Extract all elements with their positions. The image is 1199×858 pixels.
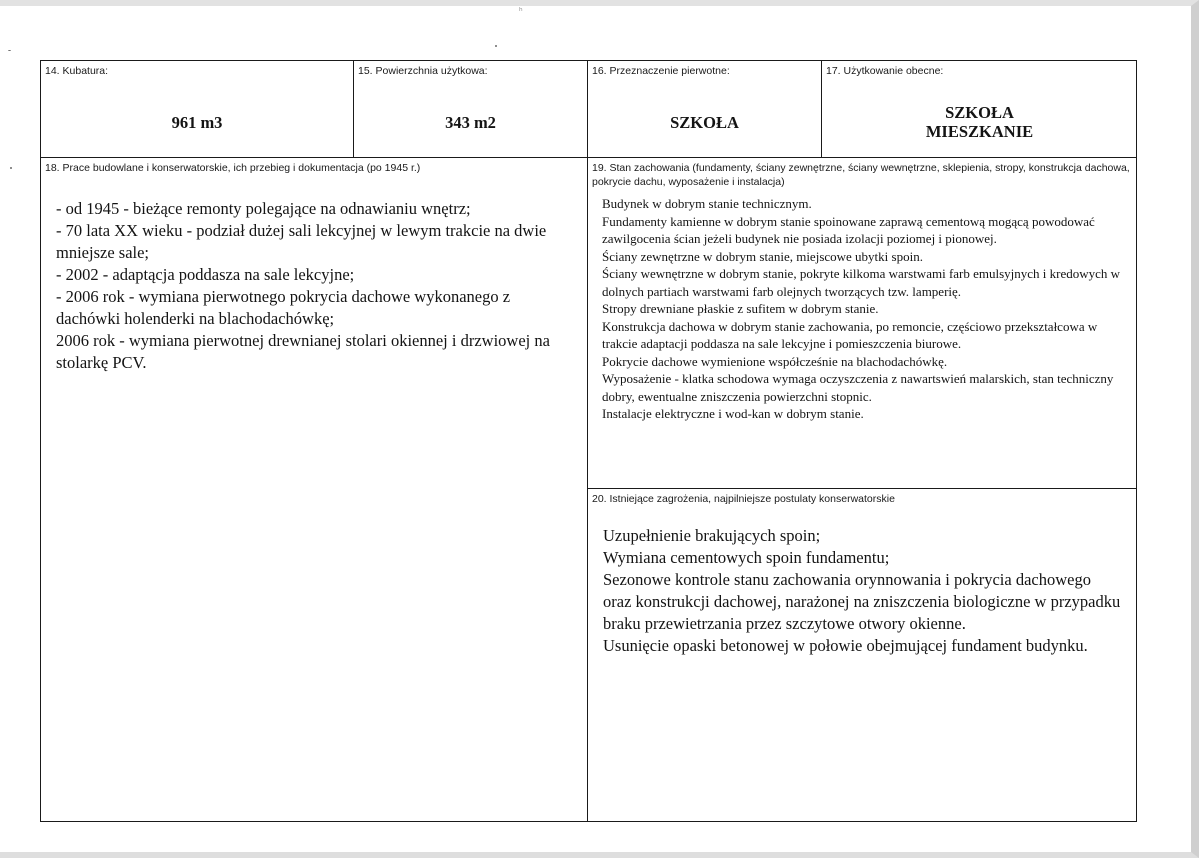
uzytkowanie-value bbox=[822, 103, 1137, 141]
cell-label: 17. Użytkowanie obecne: bbox=[826, 65, 944, 77]
list-item: Sezonowe kontrole stanu zachowania orynnowania i pokrycia dachowego oraz konstrukcji dachowej, narażonej na zniszczenia biologiczne w przypadku braku przewietrzania przez szczytowe otwory okienne. bbox=[603, 570, 1121, 633]
cell-przeznaczenie bbox=[588, 61, 822, 158]
prace-list bbox=[56, 198, 576, 374]
list-item: - 2006 rok - wymiana pierwotnego pokrycia dachowe wykonanego z dachówki holenderki na blachodachówkę; bbox=[56, 287, 511, 328]
przeznaczenie-value: SZKOŁA bbox=[670, 113, 739, 132]
cell-stan-zachowania bbox=[588, 158, 1137, 489]
list-item: Uzupełnienie brakujących spoin; bbox=[603, 526, 821, 545]
list-item: Instalacje elektryczne i wod-kan w dobrym stanie. bbox=[602, 406, 864, 421]
cell-label: 19. Stan zachowania (fundamenty, ściany zewnętrzne, ściany wewnętrzne, sklepienia, stropy, konstrukcja dachowa, pokrycie dachu, wyposażenie i instalacja) bbox=[592, 162, 1130, 188]
list-item: 2006 rok - wymiana pierwotnej drewnianej stolari okiennej i drzwiowej na stolarkę PCV. bbox=[56, 331, 550, 372]
list-item: Konstrukcja dachowa w dobrym stanie zachowania, po remoncie, częściowo przekształcowa w trakcie adaptacji poddasza na sale lekcyjne i pomieszczenia biurowe. bbox=[602, 318, 1098, 351]
list-item: - 2002 - adaptącja poddasza na sale lekcyjne; bbox=[56, 265, 355, 284]
scan-dust-speck bbox=[8, 50, 11, 51]
cell-uzytkowanie bbox=[822, 61, 1137, 158]
powierzchnia-value: 343 m2 bbox=[445, 113, 496, 132]
scan-artifact-mark: ʰ bbox=[519, 7, 523, 17]
list-item: - 70 lata XX wieku - podział dużej sali lekcyjnej w lewym trakcie na dwie mniejsze sale; bbox=[56, 221, 547, 262]
cell-powierzchnia bbox=[354, 61, 588, 158]
scan-dust-speck bbox=[10, 167, 12, 169]
cell-zagrozenia bbox=[588, 489, 1137, 822]
list-item: Stropy drewniane płaskie z sufitem w dobrym stanie. bbox=[602, 301, 879, 316]
heritage-record-card bbox=[40, 60, 1137, 822]
zagrozenia-list bbox=[603, 525, 1123, 657]
list-item: - od 1945 - bieżące remonty polegające na odnawianiu wnętrz; bbox=[56, 199, 471, 218]
list-item: Ściany zewnętrzne w dobrym stanie, miejscowe ubytki spoin. bbox=[602, 248, 923, 264]
cell-label: 14. Kubatura: bbox=[45, 65, 109, 77]
cell-kubatura bbox=[41, 61, 354, 158]
list-item: Wymiana cementowych spoin fundamentu; bbox=[603, 548, 890, 567]
cell-label: 20. Istniejące zagrożenia, najpilniejsze postulaty konserwatorskie bbox=[592, 493, 895, 505]
scan-dust-speck bbox=[495, 45, 497, 47]
list-item: Fundamenty kamienne w dobrym stanie spoinowane zaprawą cementową mogącą powodować zawilgocenia ścian jeżeli budynek nie posiada izolacji poziomej i pionowej. bbox=[602, 213, 1095, 246]
list-item: Pokrycie dachowe wymienione współcześnie na blachodachówkę. bbox=[602, 353, 948, 369]
cell-label: 16. Przeznaczenie pierwotne: bbox=[592, 65, 730, 77]
cell-label: 15. Powierzchnia użytkowa: bbox=[358, 65, 488, 77]
list-item: Wyposażenie - klatka schodowa wymaga oczyszczenia z nawartswień malarskich, stan techniczny dobry, ewentualne zniszczenia powierzchni stopnic. bbox=[602, 371, 1114, 404]
list-item: Ściany wewnętrzne w dobrym stanie, pokryte kilkoma warstwami farb emulsyjnych i kredowych w dolnych partiach warstwami farb olejnych tworzących tzw. lamperię. bbox=[602, 266, 1121, 299]
kubatura-value: 961 m3 bbox=[171, 113, 223, 132]
stan-list bbox=[602, 195, 1132, 423]
list-item: Usunięcie opaski betonowej w połowie obejmującej fundament budynku. bbox=[603, 636, 1088, 655]
cell-prace-budowlane bbox=[41, 158, 588, 822]
cell-label: 18. Prace budowlane i konserwatorskie, ich przebieg i dokumentacja (po 1945 r.) bbox=[45, 162, 421, 174]
uzytkowanie-value-line: SZKOŁA bbox=[945, 103, 1014, 122]
list-item: Budynek w dobrym stanie technicznym. bbox=[602, 196, 812, 211]
uzytkowanie-value-line: MIESZKANIE bbox=[925, 122, 1034, 141]
